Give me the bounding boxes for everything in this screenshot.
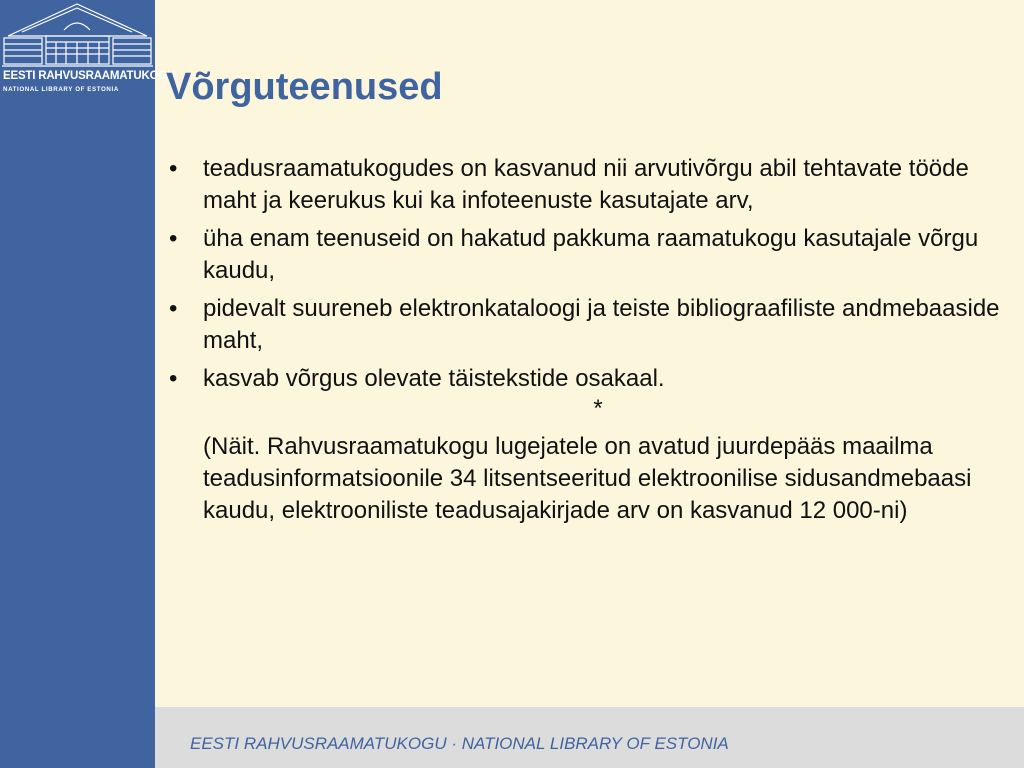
slide-content [165, 153, 1005, 527]
sidebar [0, 0, 176, 768]
slide-title: Võrguteenused [166, 66, 443, 108]
bullet-text: kasvab võrgus olevate täistekstide osakaal. [203, 365, 665, 392]
bullet-dot-icon: • [169, 155, 178, 182]
logo-text-english: NATIONAL LIBRARY OF ESTONIA [3, 86, 119, 93]
bullet-dot-icon: • [169, 295, 178, 322]
bullet-item [165, 363, 1005, 395]
bullet-text: üha enam teenuseid on hakatud pakkuma raamatukogu kasutajale võrgu kaudu, [203, 225, 979, 284]
logo-text-estonian: EESTI RAHVUSRAAMATUKOGU [3, 70, 176, 82]
bullet-dot-icon: • [169, 365, 178, 392]
bullet-item [165, 153, 1005, 217]
bullet-item [165, 293, 1005, 357]
footer-text: EESTI RAHVUSRAAMATUKOGU · NATIONAL LIBRARY OF ESTONIA [190, 734, 729, 753]
bullet-dot-icon: • [169, 225, 178, 252]
example-note: (Näit. Rahvusraamatukogu lugejatele on avatud juurdepääs maailma teadusinformatsioonile 34 litsentseeritud elektroonilise sidusandmebaasi kaudu, elektrooniliste teadusajakirjade arv on kasvanud 12 000-ni) [203, 433, 972, 524]
library-building-icon [0, 0, 155, 70]
library-logo [0, 0, 176, 100]
separator-asterisk: * [593, 395, 603, 422]
bullet-text: teadusraamatukogudes on kasvanud nii arvutivõrgu abil tehtavate tööde maht ja keerukus kui ka infoteenuste kasutajate arv, [203, 155, 969, 214]
bullet-text: pidevalt suureneb elektronkataloogi ja teiste bibliograafiliste andmebaaside maht, [203, 295, 1000, 354]
bullet-item [165, 223, 1005, 287]
